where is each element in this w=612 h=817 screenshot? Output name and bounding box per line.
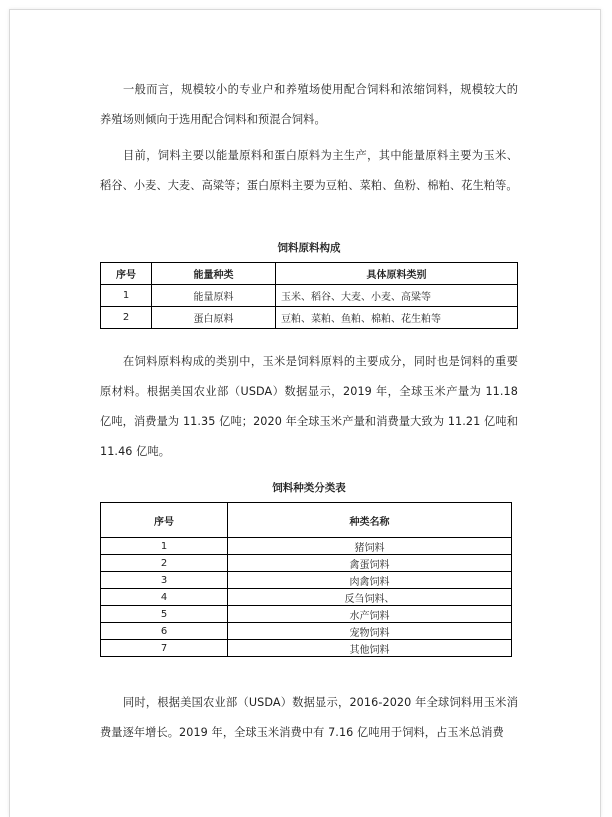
table-header-row — [101, 263, 518, 285]
paragraph-feed-materials: 目前，饲料主要以能量原料和蛋白原料为主生产，其中能量原料主要为玉米、稻谷、小麦、大麦、高粱等；蛋白原料主要为豆粕、菜粕、鱼粉、棉粕、花生粕等。 — [100, 149, 518, 192]
table-row — [101, 589, 512, 606]
table-header-cell: 具体原料类别 — [276, 263, 518, 285]
table-cell: 水产饲料 — [228, 606, 512, 623]
table-cell: 1 — [101, 285, 152, 307]
table-cell: 禽蛋饲料 — [228, 555, 512, 572]
table-row — [101, 307, 518, 329]
table-cell: 4 — [101, 589, 228, 606]
table2-caption: 饲料种类分类表 — [272, 482, 346, 494]
table-cell: 猪饲料 — [228, 538, 512, 555]
table-header-cell: 种类名称 — [228, 503, 512, 538]
table-row — [101, 555, 512, 572]
paragraph-feed-usage: 一般而言，规模较小的专业户和养殖场使用配合饲料和浓缩饲料，规模较大的养殖场则倾向于选用配合饲料和预混合饲料。 — [100, 83, 518, 126]
table-row — [101, 623, 512, 640]
table-cell: 6 — [101, 623, 228, 640]
table-cell: 2 — [101, 307, 152, 329]
table-cell: 7 — [101, 640, 228, 657]
table-cell: 蛋白原料 — [152, 307, 276, 329]
table-header-cell: 序号 — [101, 263, 152, 285]
table-cell: 豆粕、菜粕、鱼粕、棉粕、花生粕等 — [276, 307, 518, 329]
table1-caption: 饲料原料构成 — [277, 242, 341, 254]
table-cell: 宠物饲料 — [228, 623, 512, 640]
table-row — [101, 606, 512, 623]
table-cell: 2 — [101, 555, 228, 572]
table-header-row — [101, 503, 512, 538]
table-row — [101, 640, 512, 657]
table-row — [101, 285, 518, 307]
table-cell: 3 — [101, 572, 228, 589]
table-row — [101, 538, 512, 555]
table-cell: 能量原料 — [152, 285, 276, 307]
table-cell: 肉禽饲料 — [228, 572, 512, 589]
table-cell: 5 — [101, 606, 228, 623]
table-header-cell: 序号 — [101, 503, 228, 538]
table-cell: 1 — [101, 538, 228, 555]
feed-category-table — [100, 502, 512, 657]
table-row — [101, 572, 512, 589]
paragraph-feed-corn-consumption: 同时，根据美国农业部（USDA）数据显示，2016-2020 年全球饲料用玉米消费量逐年增长。2019 年，全球玉米消费中有 7.16 亿吨用于饲料，占玉米总消费 — [100, 696, 518, 739]
table-cell: 玉米、稻谷、大麦、小麦、高粱等 — [276, 285, 518, 307]
table-cell: 其他饲料 — [228, 640, 512, 657]
table-cell: 反刍饲料、 — [228, 589, 512, 606]
paragraph-corn-data: 在饲料原料构成的类别中，玉米是饲料原料的主要成分，同时也是饲料的重要原材料。根据美国农业部（USDA）数据显示，2019 年，全球玉米产量为 11.18 亿吨，消费量为 11.35 亿吨；2020 年全球玉米产量和消费量大致为 11.21 亿吨和 11.46 亿吨。 — [100, 355, 518, 458]
table-header-cell: 能量种类 — [152, 263, 276, 285]
feed-material-table — [100, 262, 518, 329]
